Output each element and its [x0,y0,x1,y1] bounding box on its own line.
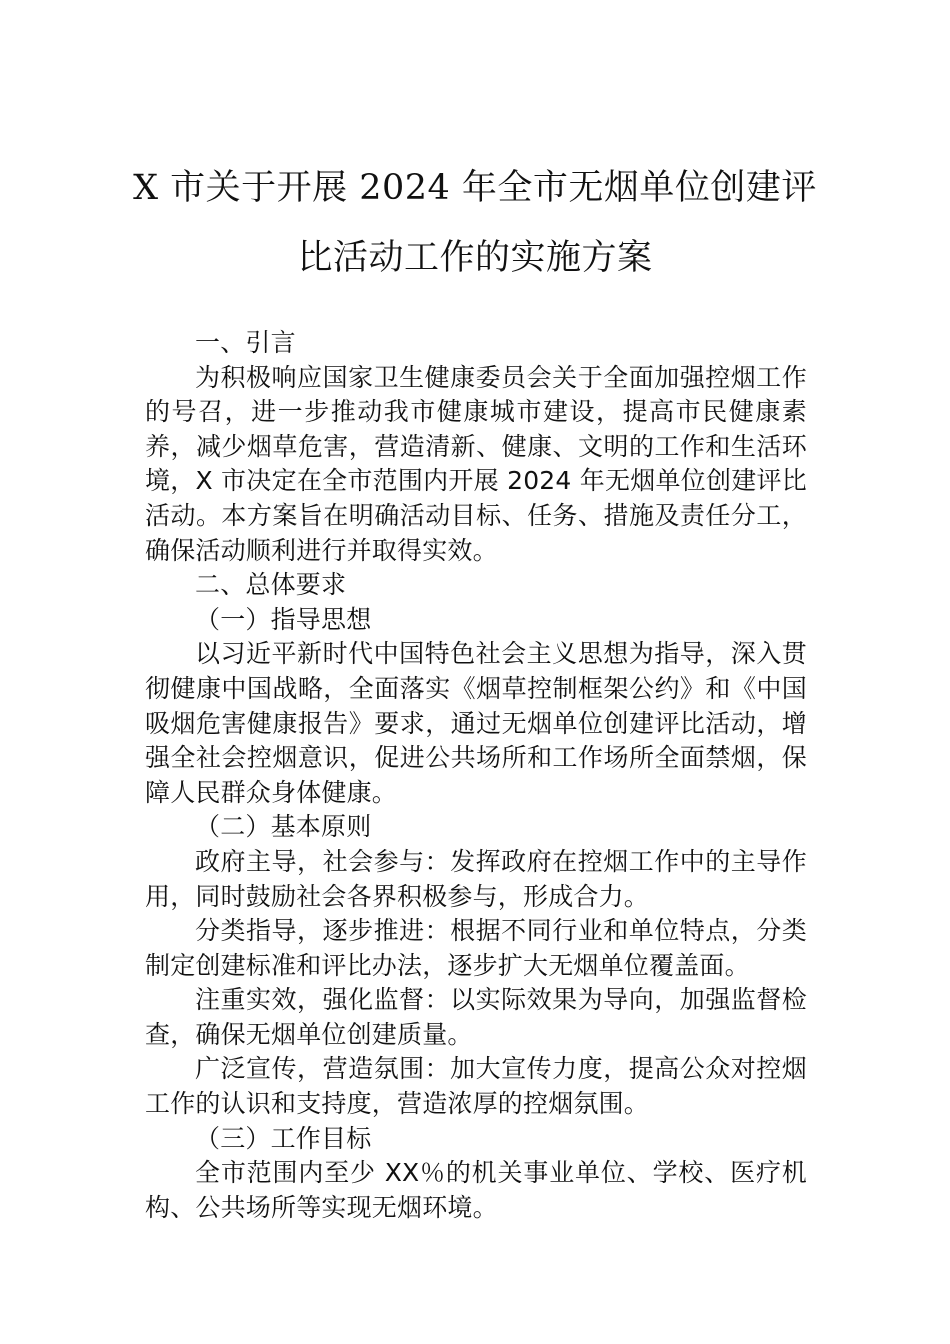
document-title-line-2: 比活动工作的实施方案 [297,238,653,278]
subsection-heading-basic-principles: （二）基本原则 [195,812,372,842]
subsection-heading-guiding-ideology: （一）指导思想 [195,604,372,634]
paragraph-principle-publicity: 广泛宣传，营造氛围：加大宣传力度，提高公众对控烟工作的认识和支持度，营造浓厚的控烟氛围。 [145,1054,807,1119]
subsection-heading-work-goals: （三）工作目标 [195,1123,372,1153]
paragraph-principle-effectiveness: 注重实效，强化监督：以实际效果为导向，加强监督检查，确保无烟单位创建质量。 [145,985,807,1049]
document-body [145,326,807,1225]
paragraph-work-goals: 全市范围内至少 XX％的机关事业单位、学校、医疗机构、公共场所等实现无烟环境。 [145,1158,807,1222]
section-heading-introduction: 一、引言 [195,328,296,357]
section-heading-general-requirements: 二、总体要求 [195,570,347,600]
paragraph-introduction: 为积极响应国家卫生健康委员会关于全面加强控烟工作的号召，进一步推动我市健康城市建设，提高市民健康素养，减少烟草危害，营造清新、健康、文明的工作和生活环境，X 市决定在全市范围内开展 2024 年无烟单位创建评比活动。本方案旨在明确活动目标、任务、措施及责任分工，确保活动顺利进行并取得实效。 [145,362,807,565]
paragraph-principle-government-led: 政府主导，社会参与：发挥政府在控烟工作中的主导作用，同时鼓励社会各界积极参与，形成合力。 [145,846,807,911]
paragraph-guiding-ideology: 以习近平新时代中国特色社会主义思想为指导，深入贯彻健康中国战略，全面落实《烟草控制框架公约》和《中国吸烟危害健康报告》要求，通过无烟单位创建评比活动，增强全社会控烟意识，促进公共场所和工作场所全面禁烟，保障人民群众身体健康。 [145,639,807,807]
paragraph-principle-classified-guidance: 分类指导，逐步推进：根据不同行业和单位特点，分类制定创建标准和评比办法，逐步扩大无烟单位覆盖面。 [145,916,807,980]
document-title-line-1: X 市关于开展 2024 年全市无烟单位创建评 [133,168,817,208]
